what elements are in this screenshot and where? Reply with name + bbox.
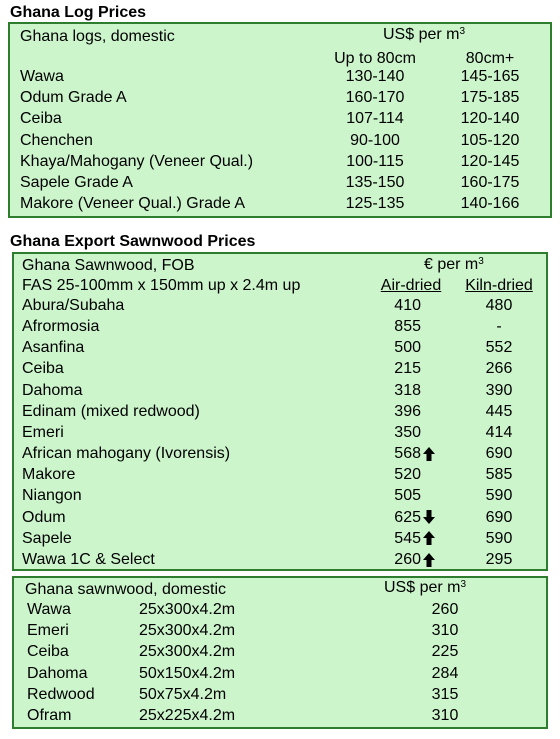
domestic-row-size: 25x300x4.2m: [139, 643, 236, 661]
export-row-name: Asanfina: [22, 339, 85, 357]
domestic-row-price: 310: [431, 622, 459, 640]
export-row-air-dried: [360, 317, 436, 337]
arrow-up-icon: [422, 553, 436, 567]
export-row-name: African mahogany (Ivorensis): [22, 445, 231, 463]
domestic-row-price: 310: [431, 707, 459, 724]
export-currency: € per $m^3$: [424, 256, 484, 273]
log-row-up-to-80cm: 100-115: [346, 152, 404, 170]
log-row-up-to-80cm: 160-170: [345, 89, 405, 107]
export-row-kiln-dried: 590: [485, 487, 513, 505]
log-row-80cm-plus: 145-165: [460, 68, 520, 85]
export-sawnwood-heading: Ghana Export Sawnwood Prices: [10, 233, 256, 250]
arrow-up-icon: [422, 447, 436, 461]
domestic-title: Ghana sawnwood, domestic: [25, 581, 226, 598]
export-row-kiln-dried: 552: [485, 339, 513, 357]
domestic-row-price: 284: [431, 664, 459, 682]
export-row-name: Abura/Subaha: [22, 297, 125, 314]
export-row-air-dried: [360, 296, 436, 316]
log-col-80cm-plus: 80cm+: [465, 50, 515, 67]
export-row-air-dried-value: 260: [394, 550, 421, 568]
export-row-air-dried-value: 855: [394, 318, 421, 336]
log-row-name: Odum Grade A: [20, 89, 127, 107]
export-spec: FAS 25-100mm x 150mm up x 2.4m up: [22, 277, 301, 294]
export-row-air-dried-value: 520: [394, 466, 421, 484]
export-row-air-dried-value: 410: [394, 297, 421, 314]
domestic-currency: US$ per $m^3$: [384, 579, 467, 596]
log-prices-heading: Ghana Log Prices: [10, 4, 147, 21]
export-row-name: Afrormosia: [22, 318, 100, 336]
export-row-air-dried-value: 396: [394, 402, 421, 420]
export-row-air-dried: [360, 423, 436, 443]
export-row-air-dried: [360, 508, 436, 528]
export-row-air-dried-value: 505: [394, 487, 421, 505]
log-row-80cm-plus: 120-140: [460, 110, 520, 128]
domestic-row-name: Dahoma: [27, 664, 88, 682]
arrow-down-icon: [422, 510, 436, 524]
log-prices-title: Ghana logs, domestic: [20, 28, 175, 45]
export-row-kiln-dried: -: [496, 318, 502, 336]
log-row-80cm-plus: 175-185: [460, 89, 520, 107]
export-row-name: Odum: [22, 508, 66, 526]
log-row-80cm-plus: 105-120: [460, 131, 520, 149]
export-row-kiln-dried: 414: [485, 423, 513, 441]
export-row-name: Makore: [22, 466, 76, 484]
domestic-row-size: 25x225x4.2m: [139, 707, 236, 724]
export-row-kiln-dried: 690: [485, 508, 513, 526]
export-row-air-dried: [360, 338, 436, 358]
export-row-kiln-dried: 390: [485, 381, 513, 399]
log-row-name: Wawa: [20, 68, 64, 85]
export-row-kiln-dried: 445: [485, 402, 513, 420]
domestic-row-price: 260: [431, 601, 459, 618]
domestic-row-name: Emeri: [27, 622, 69, 640]
log-row-up-to-80cm: 125-135: [345, 195, 405, 213]
export-row-air-dried-value: 318: [394, 381, 421, 399]
export-row-name: Dahoma: [22, 381, 83, 399]
export-row-air-dried: [360, 465, 436, 485]
domestic-row-size: 25x300x4.2m: [139, 601, 236, 618]
export-row-name: Niangon: [22, 487, 82, 505]
log-row-up-to-80cm: 90-100: [350, 131, 400, 149]
export-row-kiln-dried: 585: [485, 466, 513, 484]
domestic-row-name: Ceiba: [27, 643, 69, 661]
export-row-kiln-dried: 590: [485, 529, 513, 547]
log-row-up-to-80cm: 130-140: [345, 68, 405, 85]
export-col-air-dried: Air-dried: [380, 277, 442, 294]
export-row-kiln-dried: 295: [485, 550, 513, 568]
domestic-row-price: 315: [431, 685, 459, 703]
export-row-air-dried: [360, 359, 436, 379]
log-row-name: Ceiba: [20, 110, 62, 128]
export-row-kiln-dried: 690: [485, 445, 513, 463]
arrow-up-icon: [422, 531, 436, 545]
export-row-name: Sapele: [22, 529, 72, 547]
export-row-kiln-dried: 480: [485, 297, 513, 314]
export-row-air-dried-value: 215: [394, 360, 421, 378]
export-row-air-dried: [360, 444, 436, 464]
export-row-name: Ceiba: [22, 360, 64, 378]
export-row-name: Edinam (mixed redwood): [22, 402, 200, 420]
log-row-up-to-80cm: 135-150: [345, 174, 405, 191]
export-title: Ghana Sawnwood, FOB: [22, 257, 195, 274]
export-row-air-dried: [360, 381, 436, 401]
export-row-air-dried-value: 500: [394, 339, 421, 357]
log-row-80cm-plus: 140-166: [460, 195, 520, 213]
domestic-row-name: Redwood: [27, 685, 95, 703]
log-row-up-to-80cm: 107-114: [346, 110, 404, 128]
export-row-air-dried: [360, 402, 436, 422]
domestic-row-size: 50x150x4.2m: [139, 664, 236, 682]
export-row-air-dried: [360, 550, 436, 570]
domestic-row-size: 25x300x4.2m: [139, 622, 236, 640]
export-row-air-dried-value: 545: [394, 529, 421, 547]
domestic-row-price: 225: [431, 643, 459, 661]
export-row-air-dried: [360, 529, 436, 549]
export-row-name: Wawa 1C & Select: [22, 550, 155, 568]
export-col-kiln-dried: Kiln-dried: [465, 277, 533, 294]
log-col-up-to-80cm: Up to 80cm: [334, 50, 416, 67]
export-row-air-dried-value: 350: [394, 423, 421, 441]
export-row-air-dried-value: 568: [394, 445, 421, 463]
domestic-row-size: 50x75x4.2m: [139, 685, 227, 703]
export-row-air-dried: [360, 486, 436, 506]
domestic-row-name: Wawa: [27, 601, 71, 618]
domestic-row-name: Ofram: [27, 707, 72, 724]
export-row-name: Emeri: [22, 423, 64, 441]
log-row-name: Sapele Grade A: [20, 174, 133, 191]
export-row-air-dried-value: 625: [394, 508, 421, 526]
log-row-80cm-plus: 120-145: [460, 152, 520, 170]
log-row-name: Chenchen: [20, 131, 93, 149]
log-row-name: Makore (Veneer Qual.) Grade A: [20, 195, 245, 213]
log-row-80cm-plus: 160-175: [460, 174, 520, 191]
log-prices-currency: US$ per $m^3$: [383, 26, 466, 43]
export-row-kiln-dried: 266: [485, 360, 513, 378]
log-row-name: Khaya/Mahogany (Veneer Qual.): [20, 152, 254, 170]
